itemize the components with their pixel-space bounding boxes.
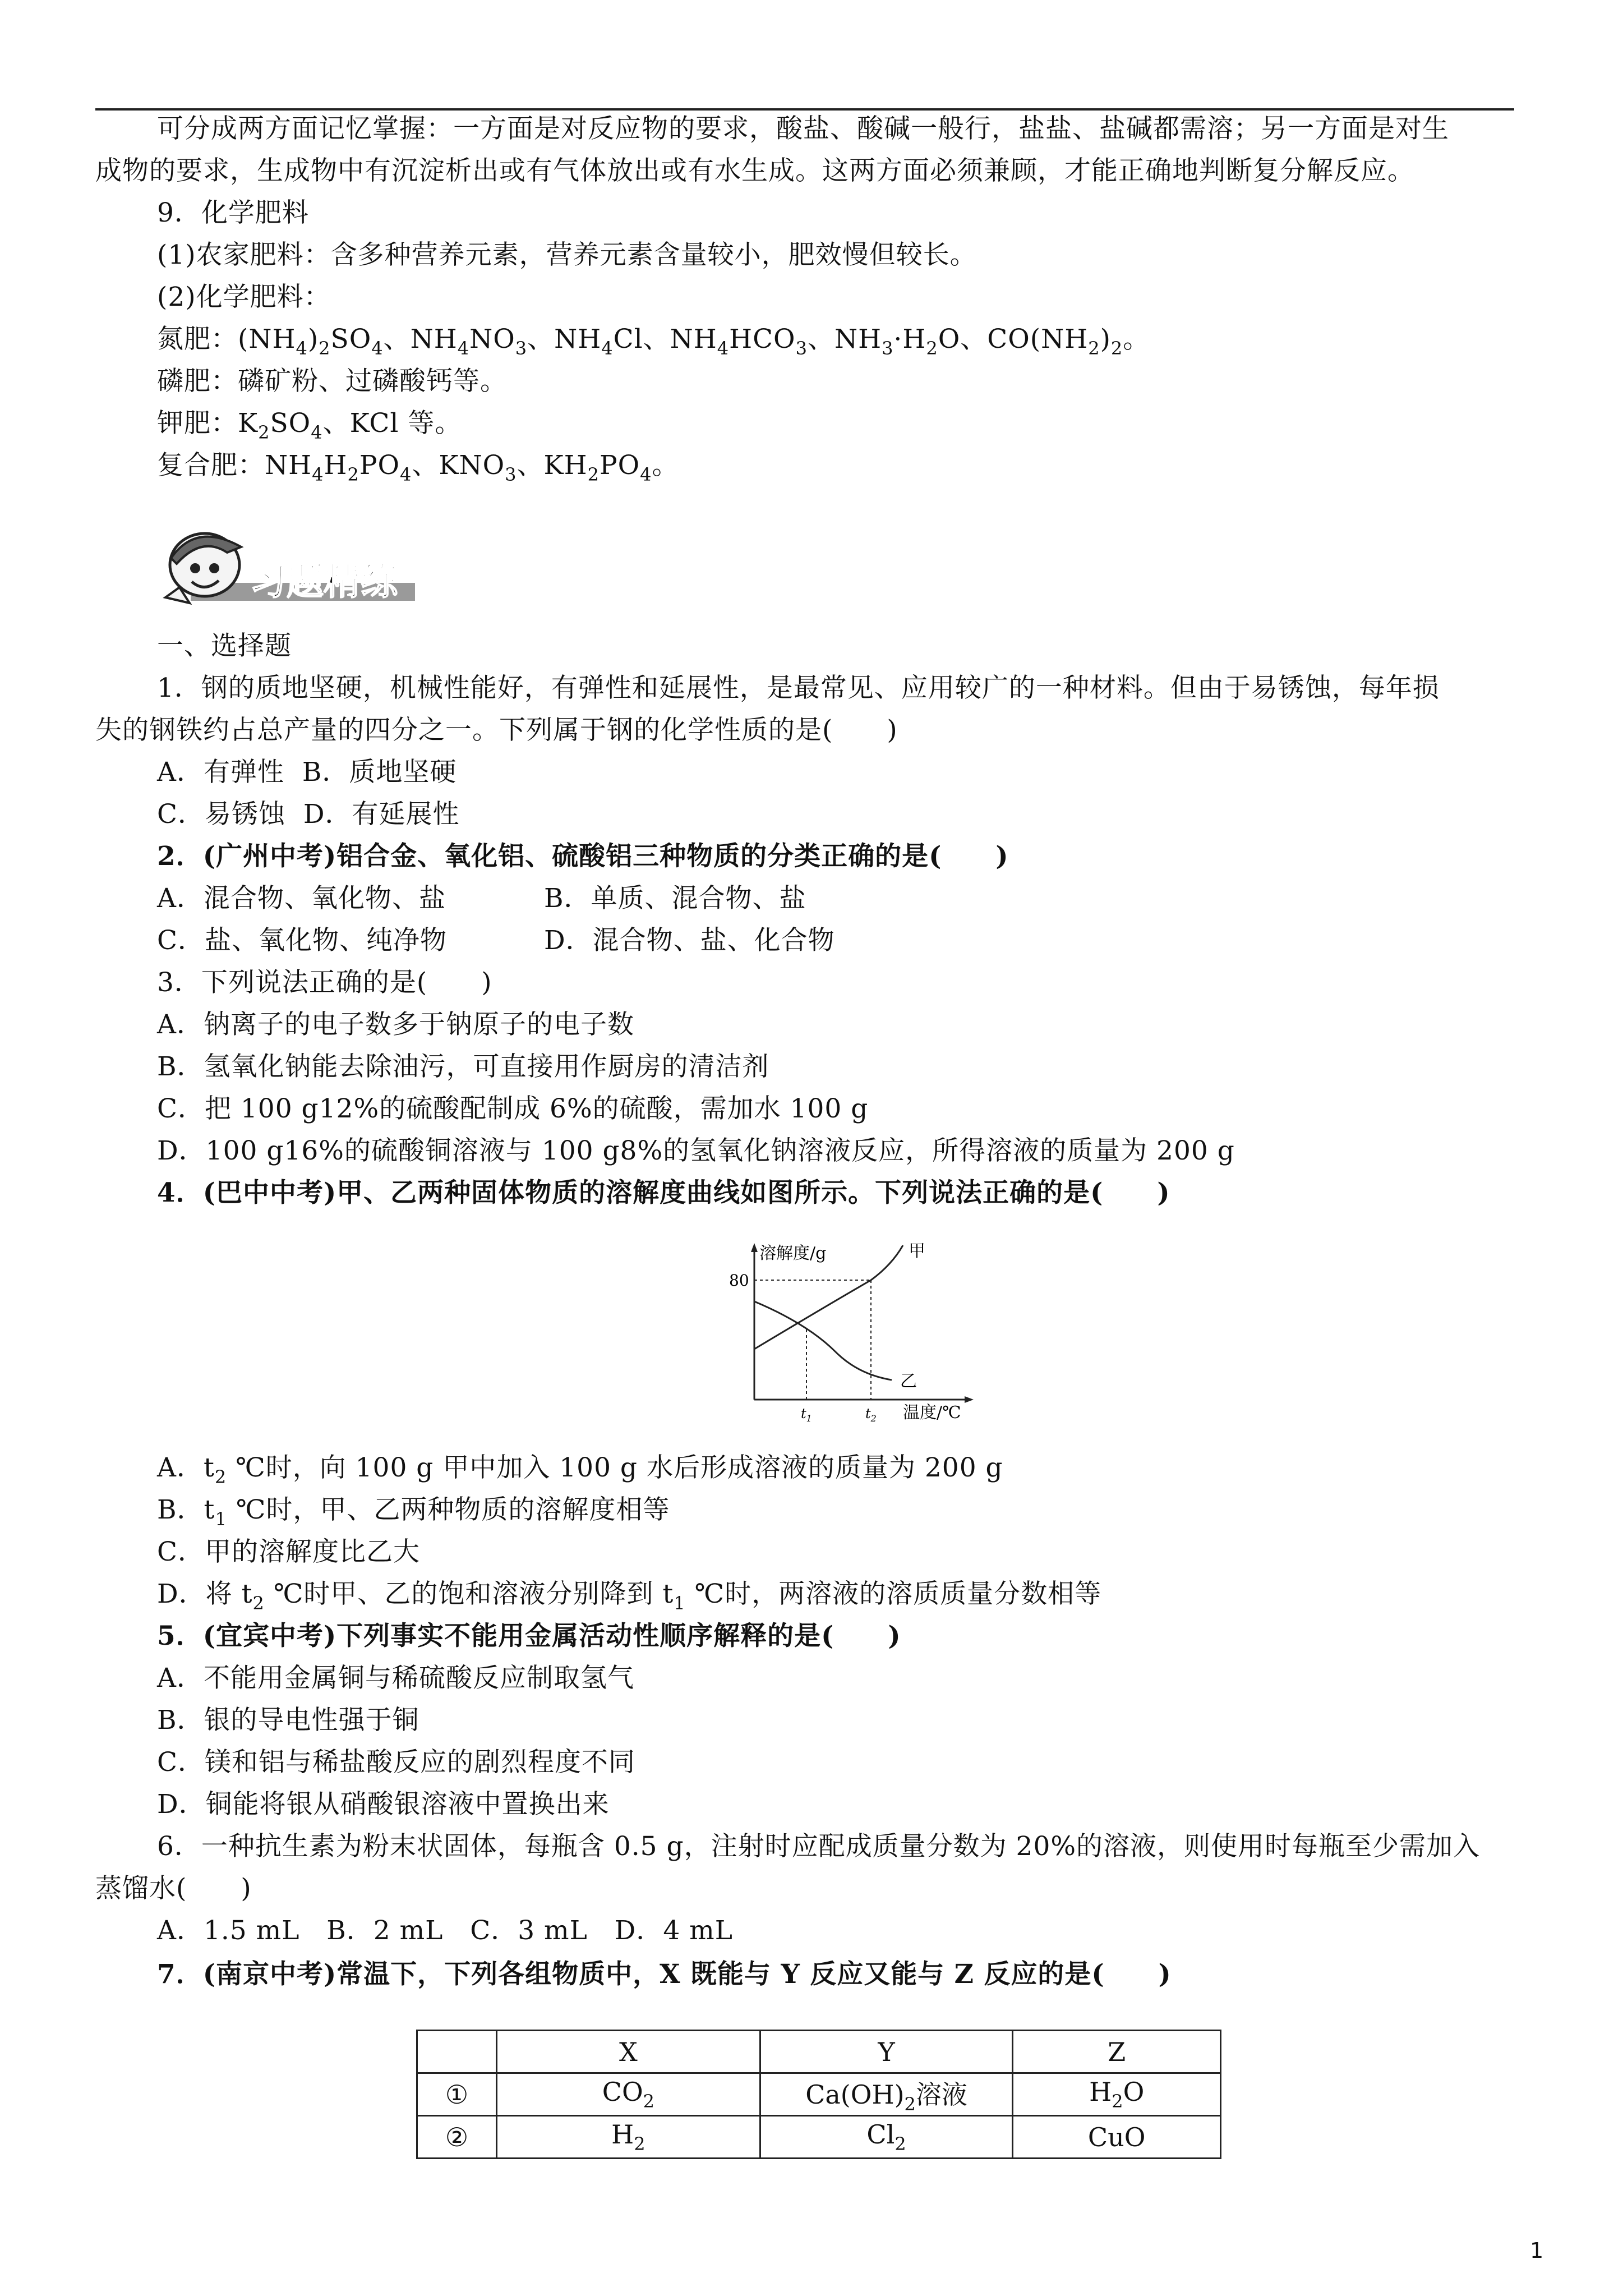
q1-option-c: C．易锈蚀 xyxy=(157,799,285,830)
table-cell: CuO xyxy=(1013,2116,1221,2159)
top-rule xyxy=(95,108,1514,111)
q3-stem: 3．下列说法正确的是( ) xyxy=(157,967,492,998)
farm-fertilizer: (1)农家肥料：含多种营养元素，营养元素含量较小，肥效慢但较长。 xyxy=(157,240,977,270)
q1-option-d: D．有延展性 xyxy=(303,799,460,830)
table-header-row xyxy=(417,2031,1221,2073)
q2-stem: 2．(广州中考)铝合金、氧化铝、硫酸铝三种物质的分类正确的是( ) xyxy=(157,841,1009,872)
q5-option-a: A．不能用金属铜与稀硫酸反应制取氢气 xyxy=(157,1663,634,1694)
table-cell: $H_2$ xyxy=(497,2116,760,2159)
x-axis-label: 温度/℃ xyxy=(903,1403,961,1423)
potassium-label: 钾肥： xyxy=(157,408,238,439)
q4-stem: 4．(巴中中考)甲、乙两种固体物质的溶解度曲线如图所示。下列说法正确的是( ) xyxy=(157,1177,1170,1208)
q6-option-d: D．4 mL xyxy=(614,1915,733,1946)
q5-stem: 5．(宜宾中考)下列事实不能用金属活动性顺序解释的是( ) xyxy=(157,1621,901,1651)
q1-stem-line-1: 1．钢的质地坚硬，机械性能好，有弹性和延展性，是最常见、应用较广的一种材料。但由于易锈蚀，每年损 xyxy=(157,673,1440,703)
table-header-cell: X xyxy=(497,2031,760,2073)
curve-yi-label: 乙 xyxy=(900,1372,917,1391)
section-title: 一、选择题 xyxy=(157,631,292,661)
page-number: 1 xyxy=(1530,2238,1544,2263)
q7-stem: 7．(南京中考)常温下，下列各组物质中，X 既能与 Y 反应又能与 Z 反应的是( ) xyxy=(157,1959,1172,1990)
q5-option-b: B．银的导电性强于铜 xyxy=(157,1705,419,1736)
q5-option-d: D．铜能将银从硝酸银溶液中置换出来 xyxy=(157,1789,610,1820)
nitrogen-label: 氮肥： xyxy=(157,324,238,355)
q6-options xyxy=(157,1914,733,1948)
q1-options-row-1 xyxy=(157,756,457,789)
q3-option-c: C．把 100 g12%的硫酸配制成 6%的硫酸，需加水 100 g xyxy=(157,1093,869,1124)
x-axis-arrow xyxy=(965,1396,974,1403)
q3-option-d: D．100 g16%的硫酸铜溶液与 100 g8%的氢氧化钠溶液反应，所得溶液的质量为 200 g xyxy=(157,1135,1235,1166)
q4-option-a: A．$t_2$ ℃时，向 100 g 甲中加入 100 g 水后形成溶液的质量为 200 g xyxy=(157,1452,1003,1488)
table-cell: ② xyxy=(417,2116,497,2159)
compound-label: 复合肥： xyxy=(157,450,265,481)
cartoon-boy-icon xyxy=(157,524,421,614)
banner-title: 习题精练 xyxy=(250,559,398,603)
q7-table xyxy=(416,2030,1221,2159)
table-cell: $H_2O$ xyxy=(1013,2073,1221,2116)
table-cell: ① xyxy=(417,2073,497,2116)
solubility-chart xyxy=(723,1240,981,1425)
q4-option-c: C．甲的溶解度比乙大 xyxy=(157,1536,420,1567)
q1-stem-line-2: 失的钢铁约占总产量的四分之一。下列属于钢的化学性质的是( ) xyxy=(95,715,898,746)
table-row xyxy=(417,2116,1221,2159)
q3-option-a: A．钠离子的电子数多于钠原子的电子数 xyxy=(157,1009,634,1040)
q6-stem-line-2: 蒸馏水( ) xyxy=(95,1873,252,1904)
phosphorus-fertilizer: 磷肥：磷矿粉、过磷酸钙等。 xyxy=(157,366,507,397)
q2-option-c: C．盐、氧化物、纯净物 xyxy=(157,925,447,956)
table-header-cell xyxy=(417,2031,497,2073)
q6-stem-line-1: 6．一种抗生素为粉末状固体，每瓶含 0.5 g，注射时应配成质量分数为 20%的溶液，则使用时每瓶至少需加入 xyxy=(157,1831,1481,1862)
table-row xyxy=(417,2073,1221,2116)
q1-options-row-2 xyxy=(157,798,460,831)
q4-option-d: D．将 $t_2$ ℃时甲、乙的饱和溶液分别降到 $t_1$ ℃时，两溶液的溶质质量分数相等 xyxy=(157,1579,1102,1614)
q2-option-b: B．单质、混合物、盐 xyxy=(544,883,806,914)
y-axis-label: 溶解度/g xyxy=(759,1244,827,1263)
table-header-cell: Y xyxy=(760,2031,1013,2073)
t1-tick: $t_1$ xyxy=(801,1406,812,1424)
chem-fertilizer: (2)化学肥料： xyxy=(157,282,331,312)
y-axis-arrow xyxy=(751,1243,758,1252)
curve-yi xyxy=(754,1301,892,1380)
q4-option-b: B．$t_1$ ℃时，甲、乙两种物质的溶解度相等 xyxy=(157,1494,670,1530)
intro-line-2: 成物的要求，生成物中有沉淀析出或有气体放出或有水生成。这两方面必须兼顾，才能正确地判断复分解反应。 xyxy=(95,155,1414,186)
table-cell: $Cl_2$ xyxy=(760,2116,1013,2159)
t2-tick: $t_2$ xyxy=(865,1406,877,1424)
q1-option-b: B．质地坚硬 xyxy=(302,757,457,788)
q2-option-d: D．混合物、盐、化合物 xyxy=(544,925,835,956)
q5-option-c: C．镁和铝与稀盐酸反应的剧烈程度不同 xyxy=(157,1747,635,1778)
q6-option-c: C．3 mL xyxy=(470,1915,588,1946)
q6-option-a: A．1.5 mL xyxy=(157,1915,300,1946)
q6-option-b: B．2 mL xyxy=(326,1915,444,1946)
fertilizer-heading: 9．化学肥料 xyxy=(157,197,309,228)
y-tick-80: 80 xyxy=(729,1271,749,1290)
compound-fertilizer: 复合肥：$NH_4H_2PO_4$、$KNO_3$、$KH_2PO_4$。 xyxy=(157,450,679,485)
q1-option-a: A．有弹性 xyxy=(157,757,284,788)
table-cell: $CO_2$ xyxy=(497,2073,760,2116)
q2-option-a: A．混合物、氧化物、盐 xyxy=(157,883,446,914)
potassium-fertilizer: 钾肥：$K_2SO_4$、KCl 等。 xyxy=(157,408,462,443)
table-cell: $Ca(OH)_2$溶液 xyxy=(760,2073,1013,2116)
nitrogen-fertilizer: 氮肥：$(NH_4)_2SO_4$、$NH_4NO_3$、$NH_4Cl$、$NH_4HCO_3$、$NH_3\cdot H_2O$、$CO(NH_2)_2$。 xyxy=(157,324,1150,359)
intro-line-1: 可分成两方面记忆掌握：一方面是对反应物的要求，酸盐、酸碱一般行，盐盐、盐碱都需溶；另一方面是对生 xyxy=(157,113,1449,144)
q3-option-b: B．氢氧化钠能去除油污，可直接用作厨房的清洁剂 xyxy=(157,1051,769,1082)
exercise-banner xyxy=(157,524,421,614)
curve-jia-label: 甲 xyxy=(909,1241,925,1261)
table-header-cell: Z xyxy=(1013,2031,1221,2073)
